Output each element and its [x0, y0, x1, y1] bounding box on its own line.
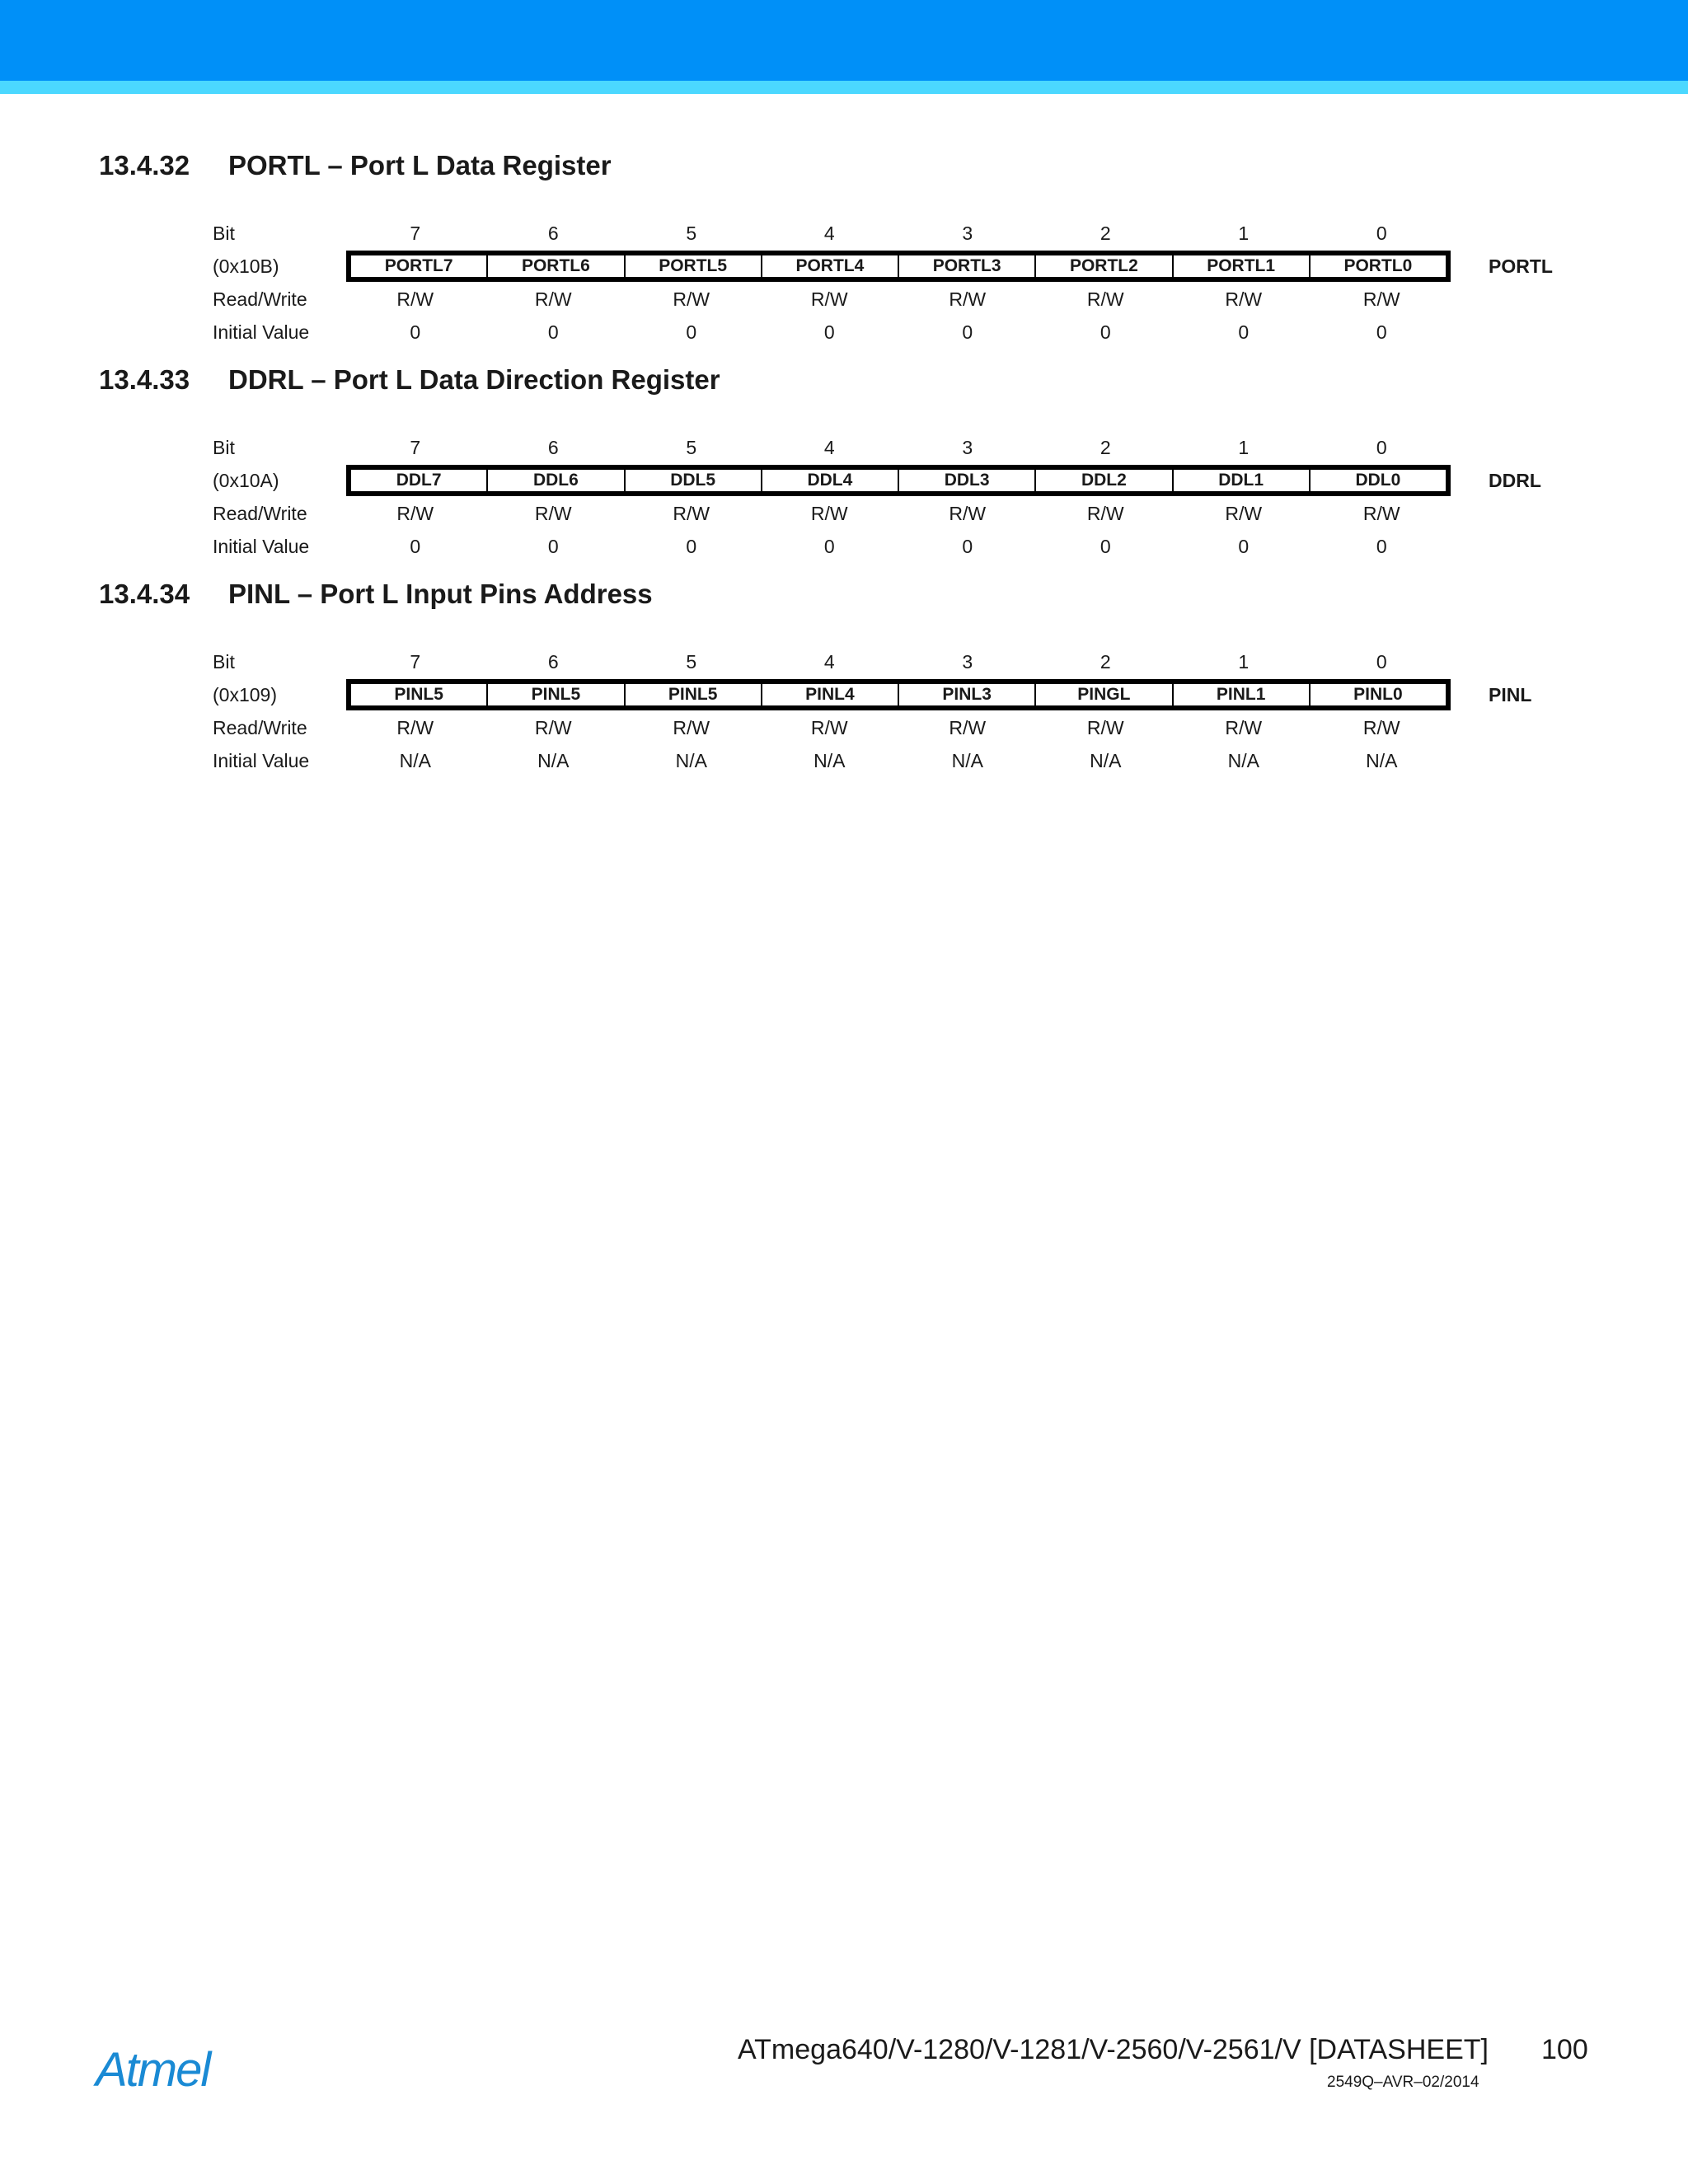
initial-cell: 0	[1100, 321, 1111, 343]
section-number: 13.4.34	[99, 579, 190, 609]
bit-field: PINL5	[486, 684, 623, 705]
bit-number: 1	[1238, 437, 1250, 458]
access-cell: R/W	[534, 503, 572, 524]
section-title: PORTL – Port L Data Register	[228, 150, 612, 180]
initial-cell: 0	[823, 536, 835, 557]
initial-cell: 0	[962, 536, 973, 557]
bit-field: DDL4	[761, 470, 898, 491]
register-name: DDRL	[1489, 470, 1541, 491]
bit-number: 6	[547, 437, 559, 458]
section-number: 13.4.32	[99, 150, 190, 180]
bit-field: DDL3	[898, 470, 1034, 491]
initial-cell: N/A	[399, 750, 431, 771]
section-title: PINL – Port L Input Pins Address	[228, 579, 653, 609]
initial-value-label: Initial Value	[213, 536, 310, 557]
bit-field: PINL5	[624, 684, 761, 705]
access-cell: R/W	[1086, 288, 1124, 310]
initial-value-label: Initial Value	[213, 750, 310, 771]
access-cell: R/W	[673, 288, 710, 310]
initial-cell: 0	[547, 321, 559, 343]
bit-number: 2	[1100, 437, 1111, 458]
bit-number: 0	[1376, 223, 1387, 244]
document-title: ATmega640/V-1280/V-1281/V-2560/V-2561/V [DATASHEET]	[738, 2034, 1489, 2065]
bit-number: 0	[1376, 437, 1387, 458]
read-write-row	[346, 715, 1451, 740]
bit-number: 3	[962, 651, 973, 673]
access-cell: R/W	[810, 717, 848, 738]
bit-field: PORTL2	[1034, 255, 1171, 277]
bit-field: DDL2	[1034, 470, 1171, 491]
read-write-label: Read/Write	[213, 717, 307, 738]
bit-number: 4	[823, 437, 835, 458]
initial-cell: 0	[547, 536, 559, 557]
bit-row-label: Bit	[213, 651, 235, 673]
section-title: DDRL – Port L Data Direction Register	[228, 364, 720, 395]
address-label: (0x10B)	[213, 255, 279, 277]
initial-cell: N/A	[1366, 750, 1398, 771]
bit-field: PINL4	[761, 684, 898, 705]
bit-number: 7	[410, 223, 421, 244]
access-cell: R/W	[949, 288, 987, 310]
bit-number: 6	[547, 223, 559, 244]
initial-cell: 0	[823, 321, 835, 343]
bit-number-row	[346, 649, 1451, 674]
access-cell: R/W	[1362, 717, 1400, 738]
document-code: 2549Q–AVR–02/2014	[1327, 2074, 1479, 2091]
section-number: 13.4.33	[99, 364, 190, 395]
access-cell: R/W	[810, 288, 848, 310]
initial-cell: 0	[962, 321, 973, 343]
bit-field: DDL6	[486, 470, 623, 491]
bit-field: PORTL3	[898, 255, 1034, 277]
initial-cell: 0	[1376, 321, 1387, 343]
bit-number: 1	[1238, 223, 1250, 244]
bit-number-row	[346, 221, 1451, 246]
bit-field: PORTL5	[624, 255, 761, 277]
bit-number-row	[346, 435, 1451, 460]
bit-field: PINL1	[1172, 684, 1309, 705]
initial-value-row	[346, 534, 1451, 559]
register-field-box	[346, 679, 1451, 710]
access-cell: R/W	[949, 717, 987, 738]
bit-field: PORTL1	[1172, 255, 1309, 277]
read-write-label: Read/Write	[213, 503, 307, 524]
access-cell: R/W	[534, 288, 572, 310]
register-field-box	[346, 251, 1451, 282]
initial-cell: 0	[410, 321, 421, 343]
access-cell: R/W	[949, 503, 987, 524]
address-label: (0x10A)	[213, 470, 279, 491]
atmel-logo: Atmel	[96, 2043, 210, 2097]
bit-field: PINGL	[1034, 684, 1171, 705]
initial-cell: N/A	[1090, 750, 1122, 771]
initial-value-row	[346, 320, 1451, 344]
bit-field: DDL5	[624, 470, 761, 491]
bit-row-label: Bit	[213, 223, 235, 244]
access-cell: R/W	[1225, 717, 1263, 738]
initial-cell: 0	[1100, 536, 1111, 557]
bit-field: PORTL7	[384, 256, 453, 275]
initial-cell: N/A	[1227, 750, 1259, 771]
read-write-label: Read/Write	[213, 288, 307, 310]
initial-cell: N/A	[814, 750, 846, 771]
bit-number: 2	[1100, 223, 1111, 244]
bit-number: 5	[686, 651, 697, 673]
initial-cell: 0	[1376, 536, 1387, 557]
initial-cell: N/A	[951, 750, 983, 771]
access-cell: R/W	[1362, 288, 1400, 310]
bit-row-label: Bit	[213, 437, 235, 458]
initial-value-label: Initial Value	[213, 321, 310, 343]
bit-number: 7	[410, 651, 421, 673]
read-write-row	[346, 501, 1451, 526]
initial-cell: 0	[1238, 321, 1250, 343]
bit-number: 3	[962, 223, 973, 244]
address-label: (0x109)	[213, 684, 277, 705]
access-cell: R/W	[534, 717, 572, 738]
bit-field: PINL0	[1309, 684, 1446, 705]
initial-cell: 0	[686, 536, 697, 557]
access-cell: R/W	[396, 288, 434, 310]
bit-field: DDL0	[1309, 470, 1446, 491]
register-section-ddrl	[0, 361, 1688, 575]
bit-field: DDL7	[396, 471, 442, 490]
initial-cell: N/A	[675, 750, 707, 771]
initial-cell: N/A	[537, 750, 570, 771]
header-stripe	[0, 81, 1688, 94]
initial-cell: 0	[686, 321, 697, 343]
bit-number: 5	[686, 437, 697, 458]
access-cell: R/W	[1362, 503, 1400, 524]
page-number: 100	[1541, 2034, 1588, 2065]
access-cell: R/W	[673, 503, 710, 524]
initial-cell: 0	[410, 536, 421, 557]
register-name: PINL	[1489, 684, 1532, 705]
initial-cell: 0	[1238, 536, 1250, 557]
bit-number: 3	[962, 437, 973, 458]
bit-number: 4	[823, 223, 835, 244]
access-cell: R/W	[396, 717, 434, 738]
register-section-pinl	[0, 575, 1688, 790]
initial-value-row	[346, 748, 1451, 773]
access-cell: R/W	[673, 717, 710, 738]
register-section-portl	[0, 147, 1688, 361]
bit-number: 4	[823, 651, 835, 673]
bit-number: 7	[410, 437, 421, 458]
bit-number: 2	[1100, 651, 1111, 673]
bit-field: PORTL4	[761, 255, 898, 277]
access-cell: R/W	[1225, 503, 1263, 524]
bit-field: PORTL0	[1309, 255, 1446, 277]
register-name: PORTL	[1489, 255, 1553, 277]
access-cell: R/W	[1086, 717, 1124, 738]
read-write-row	[346, 287, 1451, 312]
bit-number: 0	[1376, 651, 1387, 673]
access-cell: R/W	[1086, 503, 1124, 524]
bit-number: 6	[547, 651, 559, 673]
register-field-box	[346, 465, 1451, 496]
access-cell: R/W	[810, 503, 848, 524]
bit-field: DDL1	[1172, 470, 1309, 491]
header-band	[0, 0, 1688, 81]
access-cell: R/W	[1225, 288, 1263, 310]
bit-field: PORTL6	[486, 255, 623, 277]
access-cell: R/W	[396, 503, 434, 524]
bit-field: PINL5	[394, 685, 443, 704]
bit-number: 1	[1238, 651, 1250, 673]
bit-field: PINL3	[898, 684, 1034, 705]
bit-number: 5	[686, 223, 697, 244]
